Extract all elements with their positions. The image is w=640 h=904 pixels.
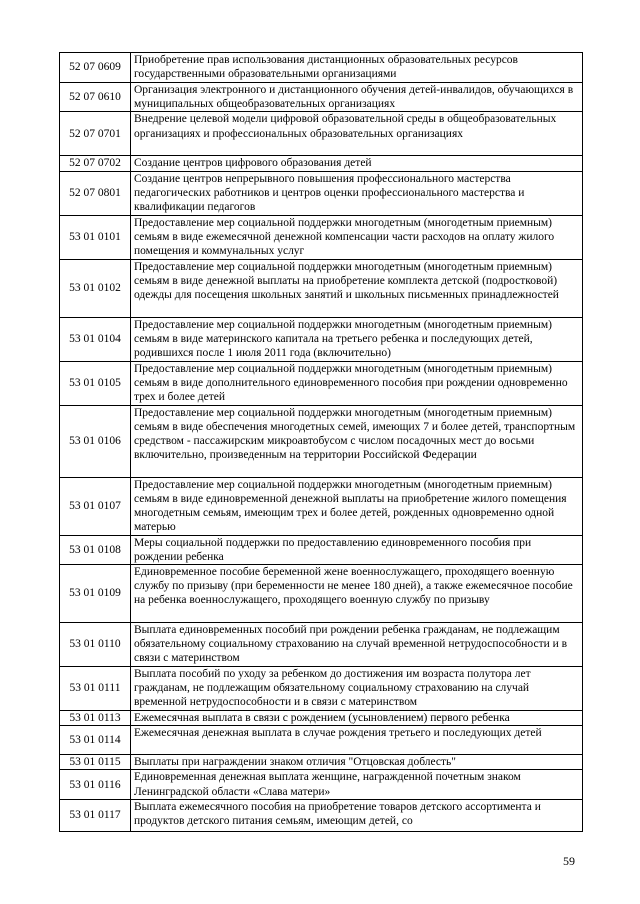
description-cell: Меры социальной поддержки по предоставлению единовременного пособия при рождении ребенка bbox=[131, 535, 583, 564]
description-cell: Предоставление мер социальной поддержки многодетным (многодетным приемным) семьям в виде обеспечения многодетных семей, имеющих 7 и более детей, транспортным средством - пассажирским микроавтобусом с числом посадочных мест до восьми включительно, произведенным на территории Российской Федерации bbox=[131, 405, 583, 477]
table-row bbox=[60, 770, 583, 799]
code-cell: 53 01 0104 bbox=[60, 317, 131, 361]
code-cell: 52 07 0702 bbox=[60, 156, 131, 171]
table-row bbox=[60, 171, 583, 215]
code-cell: 53 01 0109 bbox=[60, 565, 131, 623]
table-row bbox=[60, 112, 583, 156]
description-cell: Предоставление мер социальной поддержки многодетным (многодетным приемным) семьям в виде дополнительного единовременного пособия при рождении одновременно трех и более детей bbox=[131, 361, 583, 405]
description-cell: Ежемесячная выплата в связи с рождением (усыновлением) первого ребенка bbox=[131, 711, 583, 726]
description-cell: Внедрение целевой модели цифровой образовательной среды в общеобразовательных организациях и профессиональных образовательных организациях bbox=[131, 112, 583, 156]
description-cell: Выплата ежемесячного пособия на приобретение товаров детского ассортимента и продуктов детского питания семьям, имеющим детей, со bbox=[131, 799, 583, 831]
table-row bbox=[60, 623, 583, 667]
table-row bbox=[60, 53, 583, 83]
page-number: 59 bbox=[563, 854, 575, 868]
code-cell: 53 01 0102 bbox=[60, 259, 131, 317]
description-cell: Предоставление мер социальной поддержки многодетным (многодетным приемным) семьям в виде денежной выплаты на приобретение комплекта детской (подростковой) одежды для посещения школьных занятий и школьных письменных принадлежностей bbox=[131, 259, 583, 317]
description-cell: Приобретение прав использования дистанционных образовательных ресурсов государственными образовательными организациями bbox=[131, 53, 583, 83]
table-row bbox=[60, 405, 583, 477]
description-cell: Создание центров непрерывного повышения профессионального мастерства педагогических работников и центров оценки профессионального мастерства и квалификации педагогов bbox=[131, 171, 583, 215]
table-row bbox=[60, 317, 583, 361]
code-cell: 53 01 0101 bbox=[60, 215, 131, 259]
table-row bbox=[60, 565, 583, 623]
table-row bbox=[60, 726, 583, 755]
table-body bbox=[60, 53, 583, 832]
code-cell: 53 01 0117 bbox=[60, 799, 131, 831]
code-cell: 53 01 0110 bbox=[60, 623, 131, 667]
code-cell: 52 07 0701 bbox=[60, 112, 131, 156]
table-row bbox=[60, 259, 583, 317]
description-cell: Единовременное пособие беременной жене военнослужащего, проходящего военную службу по призыву (при беременности не менее 180 дней), а также ежемесячное пособие на ребенка военнослужащего, проходящего военную службу по призыву bbox=[131, 565, 583, 623]
code-cell: 53 01 0113 bbox=[60, 711, 131, 726]
table-row bbox=[60, 711, 583, 726]
code-cell: 53 01 0111 bbox=[60, 667, 131, 711]
table-row bbox=[60, 361, 583, 405]
description-cell: Выплата пособий по уходу за ребенком до достижения им возраста полутора лет гражданам, не подлежащим обязательному социальному страхованию на случай временной нетрудоспособности и в связи с материнством bbox=[131, 667, 583, 711]
table-row bbox=[60, 799, 583, 831]
description-cell: Выплата единовременных пособий при рождении ребенка гражданам, не подлежащим обязательному социальному страхованию на случай временной нетрудоспособности и в связи с материнством bbox=[131, 623, 583, 667]
description-cell: Единовременная денежная выплата женщине, награжденной почетным знаком Ленинградской области «Слава матери» bbox=[131, 770, 583, 799]
code-cell: 52 07 0610 bbox=[60, 83, 131, 112]
description-cell: Предоставление мер социальной поддержки многодетным (многодетным приемным) семьям в виде единовременной денежной выплаты на приобретение жилого помещения многодетным семьям, имеющим трех и более детей, рожденных одновременно одной матерью bbox=[131, 477, 583, 535]
description-cell: Предоставление мер социальной поддержки многодетным (многодетным приемным) семьям в виде материнского капитала на третьего ребенка и последующих детей, родившихся после 1 июля 2011 года (включительно) bbox=[131, 317, 583, 361]
table-row bbox=[60, 755, 583, 770]
table-row bbox=[60, 215, 583, 259]
table-row bbox=[60, 667, 583, 711]
description-cell: Ежемесячная денежная выплата в случае рождения третьего и последующих детей bbox=[131, 726, 583, 755]
description-cell: Организация электронного и дистанционного обучения детей-инвалидов, обучающихся в муниципальных общеобразовательных организациях bbox=[131, 83, 583, 112]
code-cell: 52 07 0801 bbox=[60, 171, 131, 215]
table-row bbox=[60, 83, 583, 112]
description-cell: Выплаты при награждении знаком отличия "Отцовская доблесть" bbox=[131, 755, 583, 770]
code-cell: 53 01 0116 bbox=[60, 770, 131, 799]
code-cell: 53 01 0114 bbox=[60, 726, 131, 755]
code-cell: 52 07 0609 bbox=[60, 53, 131, 83]
code-cell: 53 01 0107 bbox=[60, 477, 131, 535]
description-cell: Предоставление мер социальной поддержки многодетным (многодетным приемным) семьям в виде ежемесячной денежной компенсации части расходов на оплату жилого помещения и коммунальных услуг bbox=[131, 215, 583, 259]
code-cell: 53 01 0105 bbox=[60, 361, 131, 405]
code-cell: 53 01 0106 bbox=[60, 405, 131, 477]
table-row bbox=[60, 477, 583, 535]
budget-codes-table bbox=[59, 52, 583, 832]
table-row bbox=[60, 535, 583, 564]
code-cell: 53 01 0115 bbox=[60, 755, 131, 770]
code-cell: 53 01 0108 bbox=[60, 535, 131, 564]
table-row bbox=[60, 156, 583, 171]
description-cell: Создание центров цифрового образования детей bbox=[131, 156, 583, 171]
